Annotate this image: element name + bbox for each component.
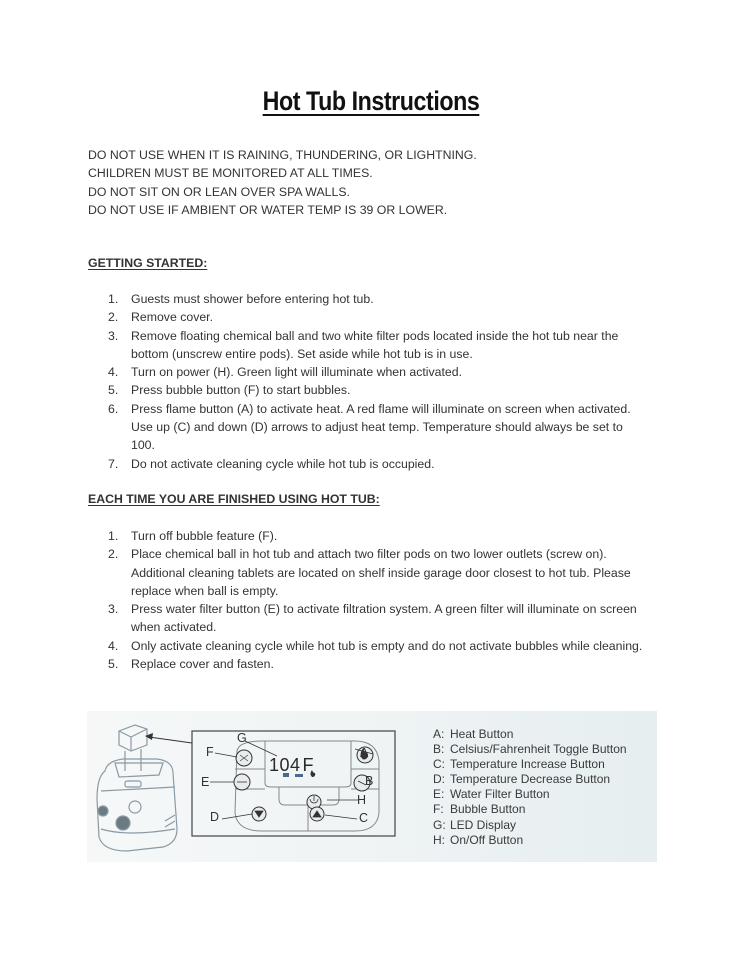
legend-item: H: On/Off Button bbox=[433, 832, 524, 847]
legend-item: D: Temperature Decrease Button bbox=[433, 772, 611, 787]
warning-line: DO NOT USE IF AMBIENT OR WATER TEMP IS 39 OR LOWER. bbox=[88, 202, 448, 217]
pointer-arrow bbox=[149, 737, 192, 743]
warning-line: DO NOT USE WHEN IT IS RAINING, THUNDERING, OR LIGHTNING. bbox=[88, 148, 477, 162]
legend-item: B: Celsius/Fahrenheit Toggle Button bbox=[433, 742, 627, 757]
callout-h: H bbox=[357, 793, 367, 807]
led-display-temperature: 104 F bbox=[269, 755, 315, 775]
button-legend bbox=[433, 727, 627, 848]
legend-item: G: LED Display bbox=[433, 817, 517, 832]
finished-list bbox=[108, 527, 648, 673]
list-item: 4. Only activate cleaning cycle while hot tub is empty and do not activate bubbles while cleaning. bbox=[108, 638, 643, 653]
list-item: 3. Press water filter button (E) to activate filtration system. A green filter will illuminate on screen when activated. bbox=[108, 602, 637, 635]
safety-warnings bbox=[88, 146, 477, 219]
list-item: 3. Remove floating chemical ball and two white filter pods located inside the hot tub near the bottom (unscrew entire pods). Set aside while hot tub is in use. bbox=[108, 328, 619, 361]
list-item: 2. Remove cover. bbox=[108, 310, 214, 325]
list-item: 1. Guests must shower before entering hot tub. bbox=[108, 292, 374, 306]
page-title: Hot Tub Instructions bbox=[262, 86, 480, 116]
legend-item: A: Heat Button bbox=[433, 727, 514, 741]
callout-a: A bbox=[360, 746, 369, 760]
callout-c: C bbox=[359, 811, 369, 825]
callout-d: D bbox=[210, 810, 220, 824]
callout-e: E bbox=[201, 775, 210, 789]
legend-item: F: Bubble Button bbox=[433, 802, 526, 817]
callout-f: F bbox=[206, 745, 214, 759]
list-item: 4. Turn on power (H). Green light will illuminate when activated. bbox=[108, 365, 463, 380]
list-item: 2. Place chemical ball in hot tub and attach two filter pods on two lower outlets (screw on). Additional cleaning tablets are located on shelf inside garage door closest to hot tub. Please replace when ball is empty. bbox=[108, 547, 631, 598]
callout-g: G bbox=[237, 731, 247, 745]
list-item: 6. Press flame button (A) to activate heat. A red flame will illuminate on screen when activated. Use up (C) and down (D) arrows to adjust heat temp. Temperature should always be set to 100. bbox=[108, 401, 631, 453]
callout-b: B bbox=[365, 774, 374, 788]
list-item: 5. Replace cover and fasten. bbox=[108, 657, 274, 672]
list-item: 1. Turn off bubble feature (F). bbox=[108, 529, 278, 543]
warning-line: DO NOT SIT ON OR LEAN OVER SPA WALLS. bbox=[88, 184, 350, 199]
legend-item: E: Water Filter Button bbox=[433, 787, 550, 802]
getting-started-list bbox=[108, 290, 648, 473]
list-item: 7. Do not activate cleaning cycle while hot tub is occupied. bbox=[108, 456, 435, 471]
finished-heading: EACH TIME YOU ARE FINISHED USING HOT TUB: bbox=[88, 492, 380, 506]
legend-item: C: Temperature Increase Button bbox=[433, 757, 605, 772]
getting-started-heading: GETTING STARTED: bbox=[88, 256, 208, 270]
warning-line: CHILDREN MUST BE MONITORED AT ALL TIMES. bbox=[88, 166, 373, 181]
list-item: 5. Press bubble button (F) to start bubbles. bbox=[108, 383, 351, 398]
